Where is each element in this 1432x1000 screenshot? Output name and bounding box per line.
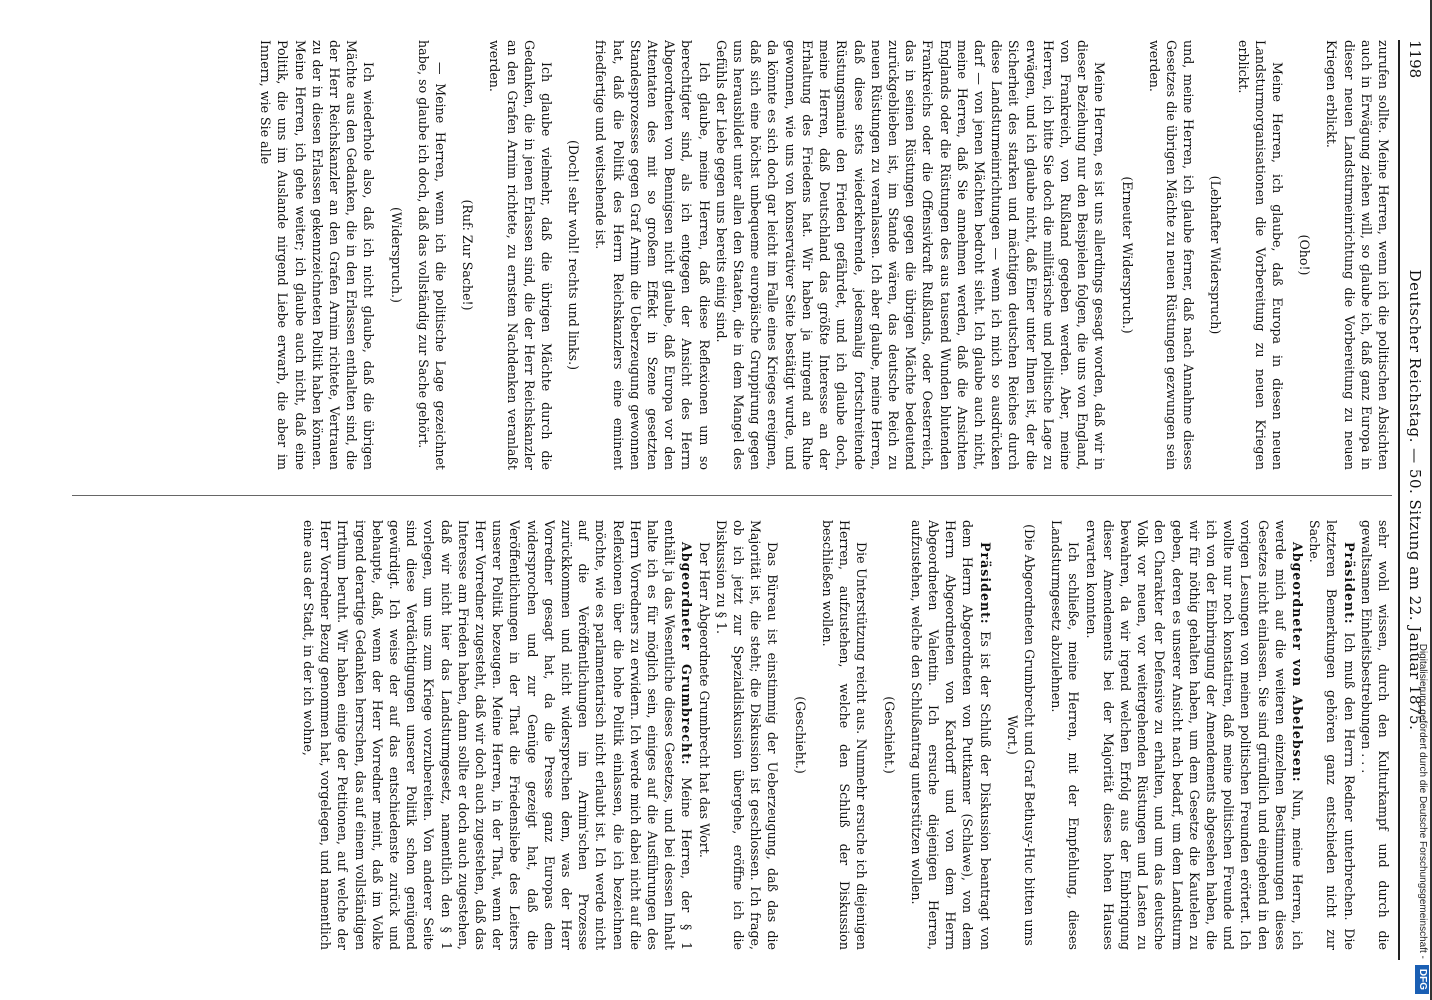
interjection-remark: (Geschieht.) (792, 696, 808, 774)
paragraph-text: Ich wiederhole also, daß ich nicht glaube, daß die übrigen Mächte aus den Gedanken, die in den Erlassen enthalten sind, die der Herr Reichskanzler an den Grafen Arnim richtete, Vertrauen zu der in diesen Erlassen gekennzeichneten Politik haben können. Meine Herren, ich gehe weiter; ich glaube auch nicht, daß eine Politik, die uns im Auslande nirgend Liebe erwarb, die aber im Innern, wie Sie alle (258, 40, 377, 470)
paragraph-text: Meine Herren, es ist uns allerdings gesagt worden, daß wir in dieser Beziehung nur den Beispielen folgen, die uns von England, von Frankreich, von Rußland gegeben werden. Aber, meine Herren, ich bitte Sie doch die militärische und politische Lage zu erwägen, und ich glaube nicht, daß Einer unter Ihnen ist, der die Sicherheit des starken und mächtigen deutschen Reiches durch diese Landsturmeinrichtungen — wenn ich mich so ausdrücken darf — von jenen Mächten bedroht sieht. Ich glaube auch nicht, meine Herren, daß Sie annehmen werden, daß die Ansichten Englands oder die Rüstungen des aus tausend Wunden blutenden Frankreichs oder die Offensivkraft Rußlands, oder Oesterreich, das in seinen Rüstungen gegen die übrigen Mächte bedeutend zurückgeblieben ist, im Stande wären, das deutsche Reich zu neuen Rüstungen zu veranlassen. Ich aber glaube, meine Herren, daß diese stets wiederkehrende, jedesmalig fortschreitende Rüstungsmanie den Frieden gefährdet, und ich glaube doch, meine Herren, daß Deutschland das größte Interesse an der Erhaltung des Friedens hat. Wir haben ja nirgend an Ruhe gewonnen, wie uns von konservativer Seite bestätigt wurde, und da könnte es sich doch gar leicht im Falle eines Krieges ereignen, daß sich eine höchst unbequeme europäische Gruppirung gegen uns herausbildet unter allen den Staaten, die in dem Mangel des Gefühls der Liebe gegen uns bereits einig sind. (713, 40, 1108, 470)
text-paragraph (1306, 520, 1358, 950)
interjection-remark: (Oho!) (1297, 234, 1313, 276)
paragraph-text: Das Büreau ist einstimmig der Ueberzeugung, daß das die Majorität ist, die steht; die Diskussion ist geschlossen. Ich frage, ob ich jetzt zur Spezialdiskussion übergehe, eröffne ich die Diskussion zu § 1. (713, 520, 781, 950)
paragraph-text: Der Herr Abgeordnete Grumbrecht hat das Wort. (696, 542, 712, 858)
text-paragraph (1146, 40, 1198, 470)
paragraph-text: Ich schließe, meine Herren, mit der Empfehlung, dieses Landsturmgesetz abzulehnen. (1049, 520, 1082, 950)
speaker-name: Abgeordneter Grumbrecht: (679, 542, 695, 766)
text-paragraph (713, 520, 782, 950)
text-paragraph (257, 40, 377, 470)
paragraph-text: Ich glaube, meine Herren, daß diese Reflexionen um so berechtigter sind, als ich entgegen der Ansicht des Herrn Abgeordneten von Bennigsen nicht glaube, daß Europa vor den Attentaten des mit so großem Effekt in Szene gesetzten Standesprozesses gegen Graf Arnim die Ueberzeugung gewonnen hat, daß die Politik des Herrn Reichskanzlers eine eminent friedfertige und weitsehende ist. (593, 40, 712, 470)
paragraph-text: Es ist der Schluß der Diskussion beantragt von dem Herrn Abgeordneten von Puttkamer (Schlawe), von dem Herrn Abgeordneten von Kardorff und von dem Herrn Abgeordneten Valentin. Ich ersuche diejenigen Herren, aufzustehen, welche den Schlußantrag unterstützen wollen. (908, 520, 993, 950)
paragraph-text: und, meine Herren, ich glaube ferner, daß nach Annahme dieses Gesetzes die übrigen Mächte zu neuen Rüstungen gezwungen sein werden. (1146, 40, 1197, 470)
interjection-remark: (Doch! sehr wohl! rechts und links.) (566, 139, 582, 371)
paragraph-text: Die Unterstützung reicht aus. Nunmehr ersuche ich diejenigen Herren, aufzustehen, welche den Schluß der Diskussion beschließen wollen. (819, 520, 870, 950)
speaker-name: Präsident: (1341, 542, 1357, 625)
interjection-remark: (Geschieht.) (881, 696, 897, 774)
paragraph-text: Meine Herren, ich glaube, daß Europa in diesen neuen Landsturmorganisationen die Vorbereitung zu neuen Kriegen erblickt. (1235, 40, 1285, 470)
text-paragraph (1234, 40, 1286, 470)
speaker-name: Präsident: (977, 542, 993, 625)
interjection-remark: (Ruf: Zur Sache!) (460, 199, 476, 311)
text-paragraph (1358, 520, 1392, 950)
paragraph-text: Nun, meine Herren, ich werde mich auf die weiteren einzelnen Bestimmungen dieses Gesetzes nicht einlassen. Sie sind gründlich und eingehend in den vorigen Lesungen von meinen politischen Freunden erörtert. Ich wollte nur noch konstatiren, daß meine politischen Freunde und ich von der Einbringung der Amendements abgesehen haben, die wir für nöthig gehalten haben, um dem Gesetze die Kautelen zu geben, deren es unserer Ansicht nach bedarf, um dem Landsturm den Charakter der Defensive zu erhalten, und um das deutsche Volk vor neuen, vor weitergehenden Rüstungen und Lasten zu bewahren, da wir irgend welchen Erfolg aus der Einbringung dieser Amendements bei der Majorität dieses hohen Hauses erwarten konnten. (1083, 520, 1305, 950)
dfg-logo: DFG (1415, 965, 1429, 994)
text-paragraph (713, 40, 1109, 470)
speaker-name: Abgeordneter von Abelebsen: (1289, 542, 1305, 783)
paragraph-text: sehr wohl wissen, durch den Kulturkampf und durch die gewaltsamen Einheitsbestrebungen . . . (1358, 520, 1391, 950)
page-number: 1198 (1406, 40, 1424, 79)
interjection-remark: (Erneuter Widerspruch.) (1119, 176, 1135, 334)
text-paragraph (1082, 520, 1306, 950)
watermark-text: Digitalisierung gefördert durch die Deutsche Forschungsgemeinschaft - (1417, 643, 1428, 959)
text-paragraph (1323, 40, 1392, 470)
interjection-remark: (Die Abgeordneten Grumbrecht und Graf Bethusy-Huc bitten ums Wort.) (1004, 524, 1037, 946)
text-paragraph (695, 520, 712, 950)
paragraph-text: zurufen sollte. Meine Herren, wenn ich die politischen Absichten auch in Erwägung ziehen will, so glaube ich, daß ganz Europa in dieser neuen Landsturmeinrichtung die Vorbereitung zu neuen Kriegen erblickt. (1324, 40, 1391, 470)
paragraph-text: Meine Herren, der § 1 enthält ja das Wesentliche dieses Gesetzes, und bei dessen Inhalt halte ich es für möglich sein, einiges auf die Ausführungen des Herrn Vorredners zu erwidern. Ich werde mich dabei nicht auf die Reflexionen über die hohe Politik einlassen, die ich bezeichnen möchte, wie es parlamentarisch nicht erlaubt ist. Ich werde nicht auf die Veröffentlichungen im Arnim'schen Prozesse zurückkommen und nicht widersprechen dem, was der Herr Vorredner gesagt hat, da die Presse ganz Europas dem widersprochen und zur Genüge gezeigt hat, daß die Veröffentlichungen in der That die Friedensliebe des Leiters unserer Politik bezeugen. Meine Herren, in der That, wenn der Herr Vorredner zugesteht, daß wir doch auch zugestehen, daß das Interesse am Frieden haben, dann sollte er doch auch zugestehen, daß wir nicht hier das Landsturmgesetz, namentlich den § 1 vorlegen, um uns zum Kriege vorzubereiten. Von anderer Seite sind diese Verdächtigungen unserer Politik schon genügend gewürdigt. Ich weise der auf das entschiedenste zurück und behaupte, daß, wenn der Herr Vorredner meint, daß im Volke irgend derartige Gedanken herrschen, das auf einem vollständigen Irrthum beruht. Wir haben einige der Petitionen, auf welche der Herr Vorredner Bezug genommen hat, vorgelegen, und namentlich eine aus der Stadt, in der ich wohne, (301, 520, 695, 950)
left-text-column (72, 40, 1392, 470)
running-title: Deutscher Reichstag. — 50. Sitzung am 22. Januar 1875. (1406, 269, 1424, 731)
paragraph-text: Ich muß den Herrn Redner unterbrechen. Die letzteren Bemerkungen gehören ganz entschieden nicht zur Sache. (1307, 520, 1357, 950)
right-text-column (72, 520, 1392, 950)
text-paragraph (415, 40, 449, 470)
dfg-watermark (1413, 4, 1431, 994)
text-paragraph (486, 40, 555, 470)
paragraph-text: Ich glaube vielmehr, daß die übrigen Mächte durch die Gedanken, die in jenen Erlassen sind, die der Herr Reichskanzler an den Grafen Arnim richtete, zu ernstem Nachdenken veranlaßt werden. (487, 40, 555, 470)
text-paragraph (592, 40, 712, 470)
text-paragraph (300, 520, 696, 950)
text-paragraph (1048, 520, 1082, 950)
paragraph-text: — Meine Herren, wenn ich die politische Lage gezeichnet habe, so glaube ich doch, daß das vollständig zur Sache gehört. (415, 40, 449, 470)
interjection-remark: (Lebhafter Widerspruch) (1208, 175, 1224, 335)
column-divider (72, 495, 1392, 496)
text-paragraph (819, 520, 871, 950)
interjection-remark: (Widerspruch.) (388, 207, 404, 303)
rotated-page (52, 0, 1432, 1000)
text-paragraph (908, 520, 994, 950)
